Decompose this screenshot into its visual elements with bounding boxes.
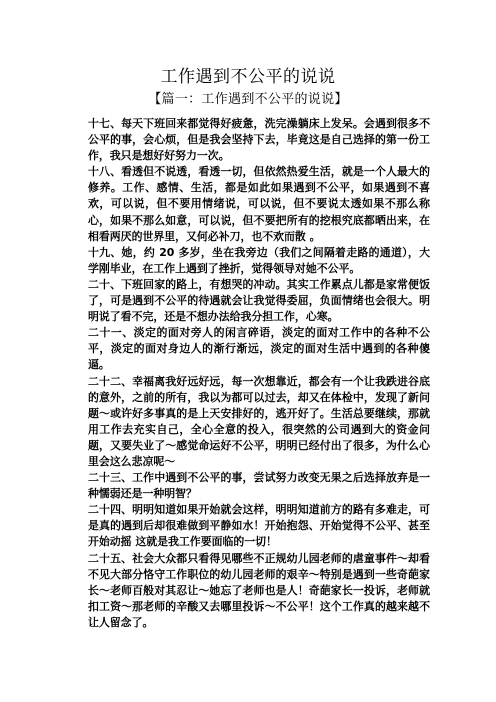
paragraph-20: 二十、下班回家的路上，有想哭的冲动。其实工作累点儿都是家常便饭了，可是遇到不公平的待遇就会让我觉得委屈，负面情绪也会很大。明明说了看不完，还是不想办法给我分担工作，心寒。	[88, 277, 430, 324]
paragraph-25: 二十五、社会大众都只看得见哪些不正规幼儿园老师的虐童事件～却看不见大部分恪守工作职位的幼儿园老师的艰辛～特别是遇到一些奇葩家长～老师百般对其忍让～她忘了老师也是人！奇葩家长一投诉，老师就扣工资～那老师的辛酸又去哪里投诉～不公平！这个工作真的越来越不让人留念了。	[88, 551, 430, 629]
paragraph-22: 二十二、幸福离我好远好远，每一次想靠近，都会有一个让我跌进谷底的意外，之前的所有，我以为都可以过去，却又在体检中，发现了新问题～或许好多事真的是上天安排好的，逃开好了。生活总要继续，那就用工作去充实自己，全心全意的投入，很突然的公司遇到大的资金问题，又要失业了～感觉命运好不公平，明明已经付出了很多，为什么心里会这么悲凉呢～	[88, 374, 430, 468]
paragraph-23: 二十三、工作中遇到不公平的事，尝试努力改变无果之后选择放弃是一种懦弱还是一种明智？	[88, 471, 430, 501]
section-heading: 【篇一：工作遇到不公平的说说】	[148, 92, 348, 107]
paragraph-18: 十八、看透但不说透，看透一切，但依然热爱生活，就是一个人最大的修养。工作、感情、生活，都是如此如果遇到不公平，如果遇到不喜欢，可以说，但不要用情绪说，可以说，但不要说太透如果不那么称心，如果不那么如意，可以说，但不要把所有的挖根究底都晒出来，在相看两厌的世界里，又何必补刀，也不欢而散 。	[88, 165, 430, 243]
document-body	[88, 116, 430, 631]
document-title: 工作遇到不公平的说说	[160, 67, 336, 87]
paragraph-19: 十九、她，约 20 多岁，坐在我旁边（我们之间隔着走路的通道），大学刚毕业，在工作上遇到了挫折，觉得领导对她不公平。	[88, 245, 430, 275]
paragraph-17: 十七、每天下班回来都觉得好疲惫，洗完澡躺床上发呆。会遇到很多不公平的事，会心烦，但是我会坚持下去，毕竟这是自己选择的第一份工作，我只是想好好努力一次。	[88, 117, 430, 163]
paragraph-24: 二十四、明明知道如果开始就会这样，明明知道前方的路有多难走，可是真的遇到后却很难做到平静如水！开始抱怨、开始觉得不公平、甚至开始动摇 这就是我工作要面临的一切！	[88, 503, 430, 549]
paragraph-21: 二十一、淡定的面对旁人的闲言碎语，淡定的面对工作中的各种不公平，淡定的面对身边人的渐行渐远，淡定的面对生活中遇到的各种傻逼。	[88, 326, 430, 372]
